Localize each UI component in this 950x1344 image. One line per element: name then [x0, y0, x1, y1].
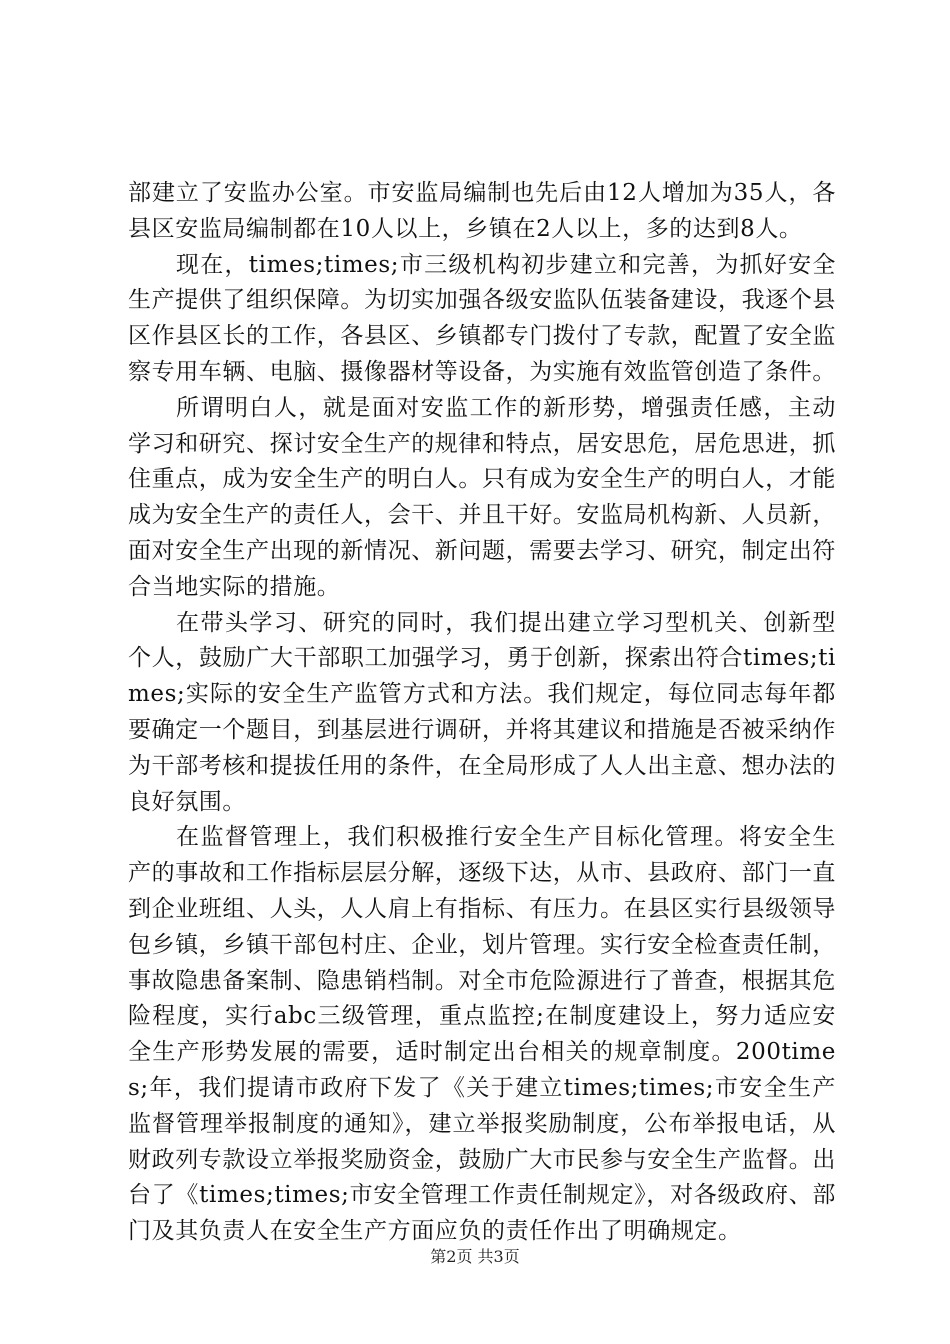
paragraph-5: 在监督管理上，我们积极推行安全生产目标化管理。将安全生产的事故和工作指标层层分解，逐级下达，从市、县政府、部门一直到企业班组、人头，人人肩上有指标、有压力。在县区实行县级领导包乡镇，乡镇干部包村庄、企业，划片管理。实行安全检查责任制，事故隐患备案制、隐患销档制。对全市危险源进行了普查，根据其危险程度，实行abc三级管理，重点监控;在制度建设上，努力适应安全生产形势发展的需要，适时制定出台相关的规章制度。200times;年，我们提请市政府下发了《关于建立times;times;市安全生产监督管理举报制度的通知》，建立举报奖励制度，公布举报电话，从财政列专款设立举报奖励资金，鼓励广大市民参与安全生产监督。出台了《times;times;市安全管理工作责任制规定》，对各级政府、部门及其负责人在安全生产方面应负的责任作出了明确规定。	[128, 824, 836, 1245]
paragraph-2: 现在，times;times;市三级机构初步建立和完善，为抓好安全生产提供了组织保障。为切实加强各级安监队伍装备建设，我逐个县区作县区长的工作，各县区、乡镇都专门拨付了专款，配置了安全监察专用车辆、电脑、摄像器材等设备，为实施有效监管创造了条件。	[128, 251, 836, 385]
paragraph-3: 所谓明白人，就是面对安监工作的新形势，增强责任感，主动学习和研究、探讨安全生产的规律和特点，居安思危，居危思进，抓住重点，成为安全生产的明白人。只有成为安全生产的明白人，才能成为安全生产的责任人，会干、并且干好。安监局机构新、人员新，面对安全生产出现的新情况、新问题，需要去学习、研究，制定出符合当地实际的措施。	[128, 394, 836, 600]
page-number-footer: 第2页 共3页	[430, 1247, 520, 1266]
paragraph-1: 部建立了安监办公室。市安监局编制也先后由12人增加为35人，各县区安监局编制都在10人以上，乡镇在2人以上，多的达到8人。	[128, 180, 836, 242]
paragraph-4: 在带头学习、研究的同时，我们提出建立学习型机关、创新型个人，鼓励广大干部职工加强学习，勇于创新，探索出符合times;times;实际的安全生产监管方式和方法。我们规定，每位同志每年都要确定一个题目，到基层进行调研，并将其建议和措施是否被采纳作为干部考核和提拔任用的条件，在全局形成了人人出主意、想办法的良好氛围。	[128, 609, 836, 815]
document-body	[128, 176, 836, 1250]
